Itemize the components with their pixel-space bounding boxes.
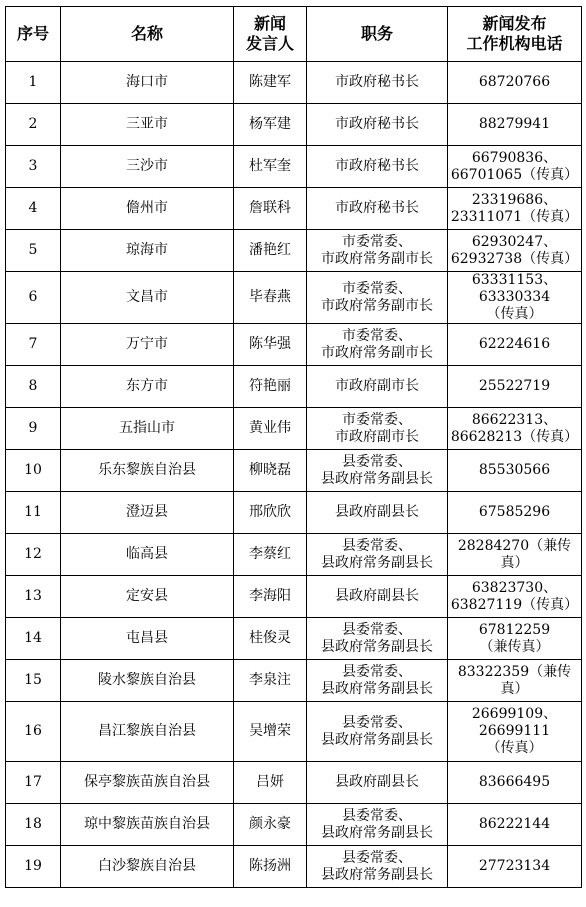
cell-name: 琼中黎族苗族自治县	[61, 804, 234, 846]
phone-line: （兼传真）	[479, 638, 550, 655]
duty-line: 县政府常务副县长	[321, 638, 433, 655]
header-index: 序号	[6, 7, 61, 62]
cell-index: 14	[6, 618, 61, 660]
table-row	[6, 188, 582, 230]
table-row	[6, 702, 582, 762]
phone-line: 86628213（传真）	[450, 428, 579, 445]
table-row	[6, 804, 582, 846]
cell-duty	[307, 702, 448, 762]
cell-phone	[448, 104, 582, 146]
cell-phone	[448, 366, 582, 408]
phone-line: 67812259	[478, 621, 551, 638]
cell-name: 保亭黎族苗族自治县	[61, 762, 234, 804]
cell-speaker: 陈华强	[234, 324, 307, 366]
cell-name: 白沙黎族自治县	[61, 846, 234, 888]
table-row	[6, 846, 582, 888]
header-row	[6, 7, 582, 62]
duty-line: 县政府常务副县长	[321, 824, 433, 841]
cell-name: 万宁市	[61, 324, 234, 366]
cell-name: 陵水黎族自治县	[61, 660, 234, 702]
cell-phone	[448, 762, 582, 804]
cell-phone	[448, 492, 582, 534]
cell-speaker: 李蔡红	[234, 534, 307, 576]
cell-name: 三亚市	[61, 104, 234, 146]
cell-speaker: 詹联科	[234, 188, 307, 230]
cell-name: 昌江黎族自治县	[61, 702, 234, 762]
cell-speaker: 陈扬洲	[234, 846, 307, 888]
phone-line: 63827119（传真）	[450, 596, 579, 613]
cell-speaker: 潘艳红	[234, 230, 307, 272]
table-row	[6, 324, 582, 366]
table-row	[6, 618, 582, 660]
phone-line: 85530566	[478, 462, 551, 478]
cell-index: 7	[6, 324, 61, 366]
cell-index: 2	[6, 104, 61, 146]
cell-duty	[307, 408, 448, 450]
duty-line: 县委常委、	[342, 537, 412, 554]
cell-speaker: 陈建军	[234, 62, 307, 104]
cell-duty	[307, 146, 448, 188]
duty-line: 市政府常务副市长	[321, 250, 433, 267]
phone-line: 63330334	[478, 289, 551, 305]
cell-duty	[307, 762, 448, 804]
phone-line: 86622313、	[471, 411, 558, 428]
header-name: 名称	[61, 7, 234, 62]
cell-name: 文昌市	[61, 272, 234, 324]
duty-line: 县政府常务副县长	[321, 554, 433, 571]
phone-line: 62224616	[478, 336, 551, 352]
cell-phone	[448, 618, 582, 660]
duty-line: 县委常委、	[342, 621, 412, 638]
cell-speaker: 李泉注	[234, 660, 307, 702]
phone-line: 66701065（传真）	[450, 166, 579, 183]
phone-line: 63331153、	[471, 272, 558, 288]
cell-duty	[307, 104, 448, 146]
cell-index: 4	[6, 188, 61, 230]
cell-name: 澄迈县	[61, 492, 234, 534]
cell-duty	[307, 618, 448, 660]
duty-line: 县委常委、	[342, 807, 412, 824]
cell-phone	[448, 324, 582, 366]
header-phone-line2: 工作机构电话	[466, 34, 563, 53]
cell-index: 1	[6, 62, 61, 104]
phone-line: 63823730、	[471, 579, 558, 596]
cell-index: 12	[6, 534, 61, 576]
cell-index: 6	[6, 272, 61, 324]
phone-line: 67585296	[478, 504, 551, 520]
duty-line: 县政府副县长	[335, 774, 419, 790]
cell-phone	[448, 146, 582, 188]
duty-line: 县政府常务副县长	[321, 470, 433, 487]
cell-phone	[448, 576, 582, 618]
duty-line: 市政府秘书长	[335, 158, 419, 174]
cell-index: 10	[6, 450, 61, 492]
duty-line: 县委常委、	[342, 714, 412, 731]
phone-line: 23319686、	[471, 191, 558, 208]
cell-phone	[448, 408, 582, 450]
cell-speaker: 毕春燕	[234, 272, 307, 324]
table-row	[6, 62, 582, 104]
duty-line: 县政府副县长	[335, 504, 419, 520]
duty-line: 市政府秘书长	[335, 116, 419, 132]
cell-duty	[307, 534, 448, 576]
table-row	[6, 450, 582, 492]
cell-name: 屯昌县	[61, 618, 234, 660]
cell-name: 儋州市	[61, 188, 234, 230]
duty-line: 市政府副市长	[335, 428, 419, 445]
cell-phone	[448, 230, 582, 272]
duty-line: 县委常委、	[342, 453, 412, 470]
phone-line: 真）	[500, 554, 529, 571]
header-duty: 职务	[307, 7, 448, 62]
cell-index: 5	[6, 230, 61, 272]
duty-line: 市委常委、	[342, 327, 412, 344]
cell-index: 3	[6, 146, 61, 188]
phone-line: 62932738（传真）	[450, 250, 579, 267]
duty-line: 县政府常务副县长	[321, 731, 433, 748]
cell-speaker: 吴增荣	[234, 702, 307, 762]
phone-line: 23311071（传真）	[450, 208, 579, 225]
cell-duty	[307, 272, 448, 324]
cell-speaker: 符艳丽	[234, 366, 307, 408]
duty-line: 县政府常务副县长	[321, 680, 433, 697]
duty-line: 县委常委、	[342, 849, 412, 866]
cell-speaker: 黄业伟	[234, 408, 307, 450]
cell-index: 17	[6, 762, 61, 804]
cell-index: 15	[6, 660, 61, 702]
cell-duty	[307, 660, 448, 702]
table-row	[6, 408, 582, 450]
cell-name: 海口市	[61, 62, 234, 104]
cell-speaker: 杜军奎	[234, 146, 307, 188]
cell-name: 定安县	[61, 576, 234, 618]
cell-duty	[307, 230, 448, 272]
cell-duty	[307, 188, 448, 230]
cell-name: 乐东黎族自治县	[61, 450, 234, 492]
cell-phone	[448, 62, 582, 104]
table-row	[6, 230, 582, 272]
cell-duty	[307, 846, 448, 888]
phone-line: 83666495	[478, 774, 551, 790]
cell-name: 东方市	[61, 366, 234, 408]
phone-line: 86222144	[478, 816, 551, 832]
duty-line: 市委常委、	[342, 233, 412, 250]
table-row	[6, 660, 582, 702]
cell-name: 五指山市	[61, 408, 234, 450]
cell-speaker: 柳晓磊	[234, 450, 307, 492]
duty-line: 市政府副市长	[335, 378, 419, 394]
table-row	[6, 366, 582, 408]
cell-phone	[448, 450, 582, 492]
header-speaker	[234, 7, 307, 62]
header-phone-line1: 新闻发布	[482, 14, 547, 33]
cell-duty	[307, 576, 448, 618]
cell-phone	[448, 188, 582, 230]
phone-line: 真）	[500, 680, 529, 697]
cell-phone	[448, 846, 582, 888]
phone-line: 28284270（兼传	[457, 537, 572, 554]
cell-speaker: 邢欣欣	[234, 492, 307, 534]
table-body	[6, 62, 582, 888]
cell-duty	[307, 324, 448, 366]
header-phone	[448, 7, 582, 62]
cell-index: 11	[6, 492, 61, 534]
cell-phone	[448, 272, 582, 324]
cell-index: 8	[6, 366, 61, 408]
cell-index: 19	[6, 846, 61, 888]
duty-line: 县政府常务副县长	[321, 866, 433, 883]
cell-speaker: 桂俊灵	[234, 618, 307, 660]
phone-line: 25522719	[478, 378, 551, 394]
duty-line: 市政府常务副市长	[321, 297, 433, 314]
table-row	[6, 492, 582, 534]
cell-name: 临高县	[61, 534, 234, 576]
cell-duty	[307, 62, 448, 104]
phone-line: 26699109、	[471, 706, 558, 722]
duty-line: 市政府秘书长	[335, 200, 419, 216]
phone-line: 27723134	[478, 858, 551, 874]
cell-index: 18	[6, 804, 61, 846]
table-row	[6, 104, 582, 146]
cell-index: 16	[6, 702, 61, 762]
cell-index: 13	[6, 576, 61, 618]
cell-duty	[307, 804, 448, 846]
cell-index: 9	[6, 408, 61, 450]
cell-duty	[307, 366, 448, 408]
cell-duty	[307, 450, 448, 492]
phone-line: 83322359（兼传	[457, 663, 572, 680]
cell-name: 琼海市	[61, 230, 234, 272]
table-row	[6, 762, 582, 804]
phone-line: 26699111	[478, 723, 551, 739]
cell-phone	[448, 534, 582, 576]
cell-phone	[448, 804, 582, 846]
cell-speaker: 吕妍	[234, 762, 307, 804]
duty-line: 县委常委、	[342, 663, 412, 680]
cell-name: 三沙市	[61, 146, 234, 188]
duty-line: 县政府副县长	[335, 588, 419, 604]
phone-line: 68720766	[478, 74, 551, 90]
header-speaker-line2: 发言人	[245, 34, 294, 53]
table-row	[6, 146, 582, 188]
table-row	[6, 534, 582, 576]
cell-duty	[307, 492, 448, 534]
table-row	[6, 576, 582, 618]
phone-line: 62930247、	[471, 233, 558, 250]
duty-line: 市政府秘书长	[335, 74, 419, 90]
phone-line: 66790836、	[471, 149, 558, 166]
cell-speaker: 杨军建	[234, 104, 307, 146]
duty-line: 市委常委、	[342, 411, 412, 428]
table-row	[6, 272, 582, 324]
spokesperson-table	[5, 6, 582, 888]
header-speaker-line1: 新闻	[253, 14, 286, 33]
phone-line: （传真）	[486, 306, 543, 322]
phone-line: 88279941	[478, 116, 551, 132]
duty-line: 市政府常务副市长	[321, 344, 433, 361]
duty-line: 市委常委、	[342, 280, 412, 297]
cell-speaker: 李海阳	[234, 576, 307, 618]
cell-speaker: 颜永豪	[234, 804, 307, 846]
phone-line: （传真）	[486, 740, 543, 756]
cell-phone	[448, 660, 582, 702]
cell-phone	[448, 702, 582, 762]
